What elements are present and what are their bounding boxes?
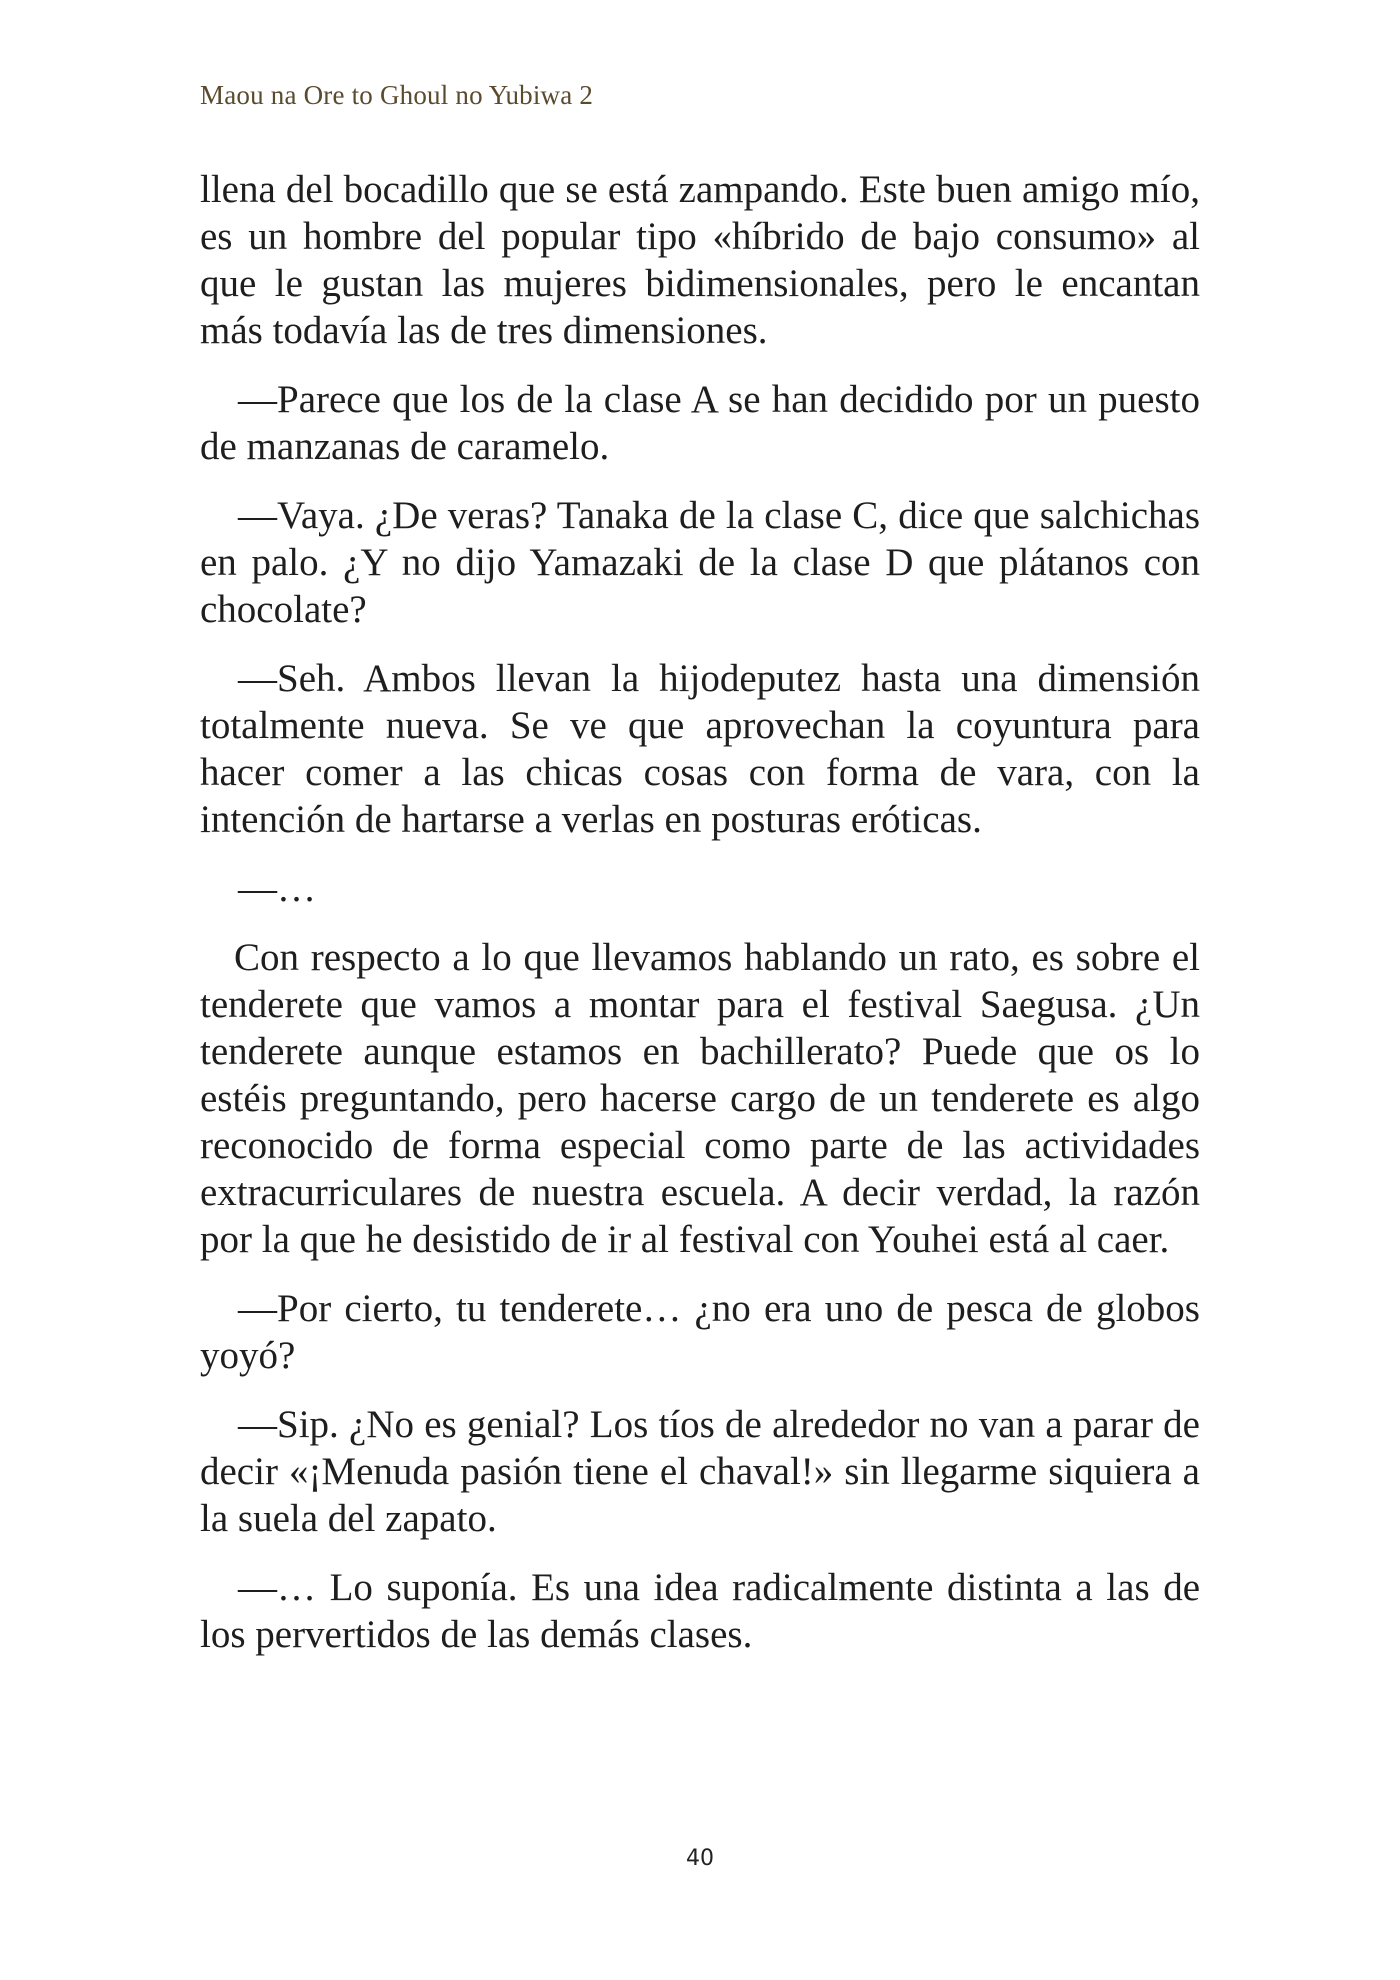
narration-paragraph: Con respecto a lo que llevamos hablando un rato, es sobre el tenderete que vamos a montar para el festival Saegusa. ¿Un tenderete aunque estamos en bachillerato? Puede que os lo estéis preguntando, pero hacerse cargo de un tenderete es algo reconocido de forma especial como parte de las actividades extracurriculares de nuestra escuela. A decir verdad, la razón por la que he desistido de ir al festival con Youhei está al caer. xyxy=(200,936,1200,1261)
running-header: Maou na Ore to Ghoul no Yubiwa 2 xyxy=(200,80,594,110)
paragraph-continuation: llena del bocadillo que se está zampando. Este buen amigo mío, es un hombre del popular tipo «híbrido de bajo consumo» al que le gustan las mujeres bidimensionales, pero le encantan más todavía las de tres dimensiones. xyxy=(200,168,1200,352)
dialogue-line: —Parece que los de la clase A se han decidido por un puesto de manzanas de caramelo. xyxy=(200,378,1200,468)
dialogue-line: —… xyxy=(238,867,316,910)
body-text xyxy=(200,166,1200,1680)
dialogue-line: —Vaya. ¿De veras? Tanaka de la clase C, dice que salchichas en palo. ¿Y no dijo Yamazaki de la clase D que plátanos con chocolate? xyxy=(200,494,1200,631)
dialogue-line: —Por cierto, tu tenderete… ¿no era uno de pesca de globos yoyó? xyxy=(200,1287,1200,1377)
page-number: 40 xyxy=(686,1846,714,1871)
dialogue-line: —Sip. ¿No es genial? Los tíos de alrededor no van a parar de decir «¡Menuda pasión tiene el chaval!» sin llegarme siquiera a la suela del zapato. xyxy=(200,1403,1200,1540)
dialogue-line: —Seh. Ambos llevan la hijodeputez hasta una dimensión totalmente nueva. Se ve que aprovechan la coyuntura para hacer comer a las chicas cosas con forma de vara, con la intención de hartarse a verlas en posturas eróticas. xyxy=(200,657,1200,841)
dialogue-line: —… Lo suponía. Es una idea radicalmente distinta a las de los pervertidos de las demás clases. xyxy=(200,1566,1200,1656)
